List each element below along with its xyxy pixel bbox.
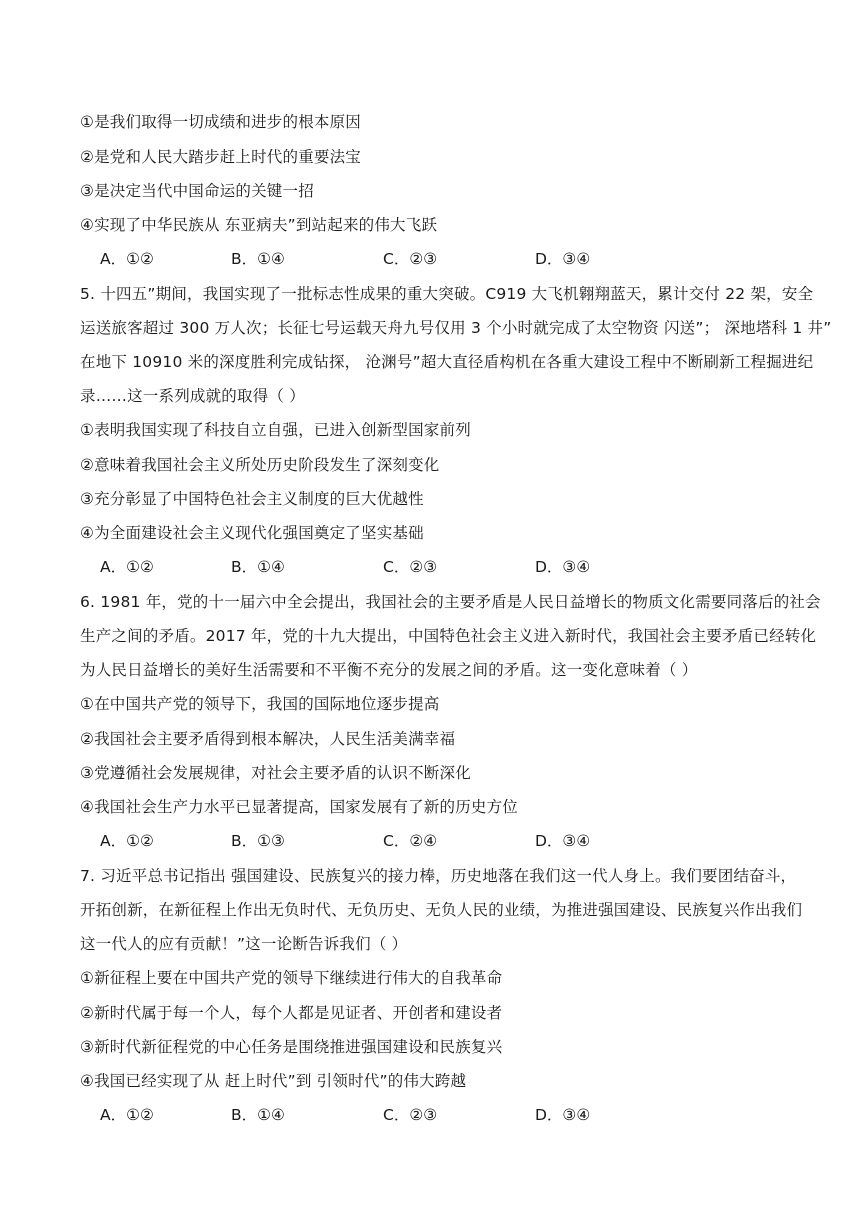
q7-statement-4: ④我国已经实现了从 赶上时代”到 引领时代”的伟大跨越 — [80, 1072, 467, 1090]
q6-stem-line-3: 为人民日益增长的美好生活需要和不平衡不充分的发展之间的矛盾。这一变化意味着（ ） — [80, 661, 698, 679]
q5-statement-3: ③充分彰显了中国特色社会主义制度的巨大优越性 — [80, 490, 424, 508]
q5-stem-line-1: 5. 十四五”期间，我国实现了一批标志性成果的重大突破。C919 大飞机翱翔蓝天，累计交付 22 架，安全 — [80, 285, 814, 303]
q6-option-c[interactable]: C．②④ — [383, 832, 438, 850]
q7-stem-line-1: 7. 习近平总书记指出 强国建设、民族复兴的接力棒，历史地落在我们这一代人身上。我们要团结奋斗， — [80, 867, 797, 885]
q6-option-d[interactable]: D．③④ — [535, 832, 591, 850]
q7-statement-3: ③新时代新征程党的中心任务是围绕推进强国建设和民族复兴 — [80, 1038, 503, 1056]
q5-stem-line-4: 录……这一系列成就的取得（ ） — [80, 387, 305, 405]
q5-statement-2: ②意味着我国社会主义所处历史阶段发生了深刻变化 — [80, 456, 440, 474]
q6-stem-line-1: 6. 1981 年，党的十一届六中全会提出，我国社会的主要矛盾是人民日益增长的物质文化需要同落后的社会 — [80, 593, 821, 611]
q5-option-d[interactable]: D．③④ — [535, 558, 591, 576]
q5-statement-4: ④为全面建设社会主义现代化强国奠定了坚实基础 — [80, 524, 424, 542]
q5-statement-1: ①表明我国实现了科技自立自强，已进入创新型国家前列 — [80, 421, 471, 439]
q6-statement-3: ③党遵循社会发展规律，对社会主要矛盾的认识不断深化 — [80, 764, 471, 782]
q6-statement-1: ①在中国共产党的领导下，我国的国际地位逐步提高 — [80, 695, 440, 713]
q5-option-a[interactable]: A．①② — [100, 558, 154, 576]
q6-statement-2: ②我国社会主要矛盾得到根本解决，人民生活美满幸福 — [80, 730, 456, 748]
q7-statement-2: ②新时代属于每一个人，每个人都是见证者、开创者和建设者 — [80, 1004, 503, 1022]
q6-option-a[interactable]: A．①② — [100, 832, 154, 850]
q4-option-a[interactable]: A．①② — [100, 250, 154, 268]
q6-statement-4: ④我国社会生产力水平已显著提高，国家发展有了新的历史方位 — [80, 798, 518, 816]
q4-statement-1: ①是我们取得一切成绩和进步的根本原因 — [80, 113, 361, 131]
q5-option-b[interactable]: B．①④ — [231, 558, 285, 576]
q5-stem-line-2: 运送旅客超过 300 万人次；长征七号运载天舟九号仅用 3 个小时就完成了太空物资 闪送”； 深地塔科 1 井” — [80, 319, 832, 337]
q6-option-b[interactable]: B．①③ — [231, 832, 285, 850]
q7-option-d[interactable]: D．③④ — [535, 1106, 591, 1124]
q5-stem-line-3: 在地下 10910 米的深度胜利完成钻探， 沧渊号”超大直径盾构机在各重大建设工程中不断刷新工程掘进纪 — [80, 353, 814, 371]
q4-statement-3: ③是决定当代中国命运的关键一招 — [80, 182, 314, 200]
q4-statement-2: ②是党和人民大踏步赶上时代的重要法宝 — [80, 148, 361, 166]
q6-stem-line-2: 生产之间的矛盾。2017 年，党的十九大提出，中国特色社会主义进入新时代，我国社会主要矛盾已经转化 — [80, 627, 817, 645]
q4-option-d[interactable]: D．③④ — [535, 250, 591, 268]
q7-option-a[interactable]: A．①② — [100, 1106, 154, 1124]
q7-statement-1: ①新征程上要在中国共产党的领导下继续进行伟大的自我革命 — [80, 969, 503, 987]
q4-option-b[interactable]: B．①④ — [231, 250, 285, 268]
q7-option-c[interactable]: C．②③ — [383, 1106, 438, 1124]
q7-stem-line-2: 开拓创新，在新征程上作出无负时代、无负历史、无负人民的业绩，为推进强国建设、民族复兴作出我们 — [80, 901, 803, 919]
q4-statement-4: ④实现了中华民族从 东亚病夫”到站起来的伟大飞跃 — [80, 216, 438, 234]
q7-option-b[interactable]: B．①④ — [231, 1106, 285, 1124]
q5-option-c[interactable]: C．②③ — [383, 558, 438, 576]
q7-stem-line-3: 这一代人的应有贡献！”这一论断告诉我们（ ） — [80, 935, 408, 953]
q4-option-c[interactable]: C．②③ — [383, 250, 438, 268]
